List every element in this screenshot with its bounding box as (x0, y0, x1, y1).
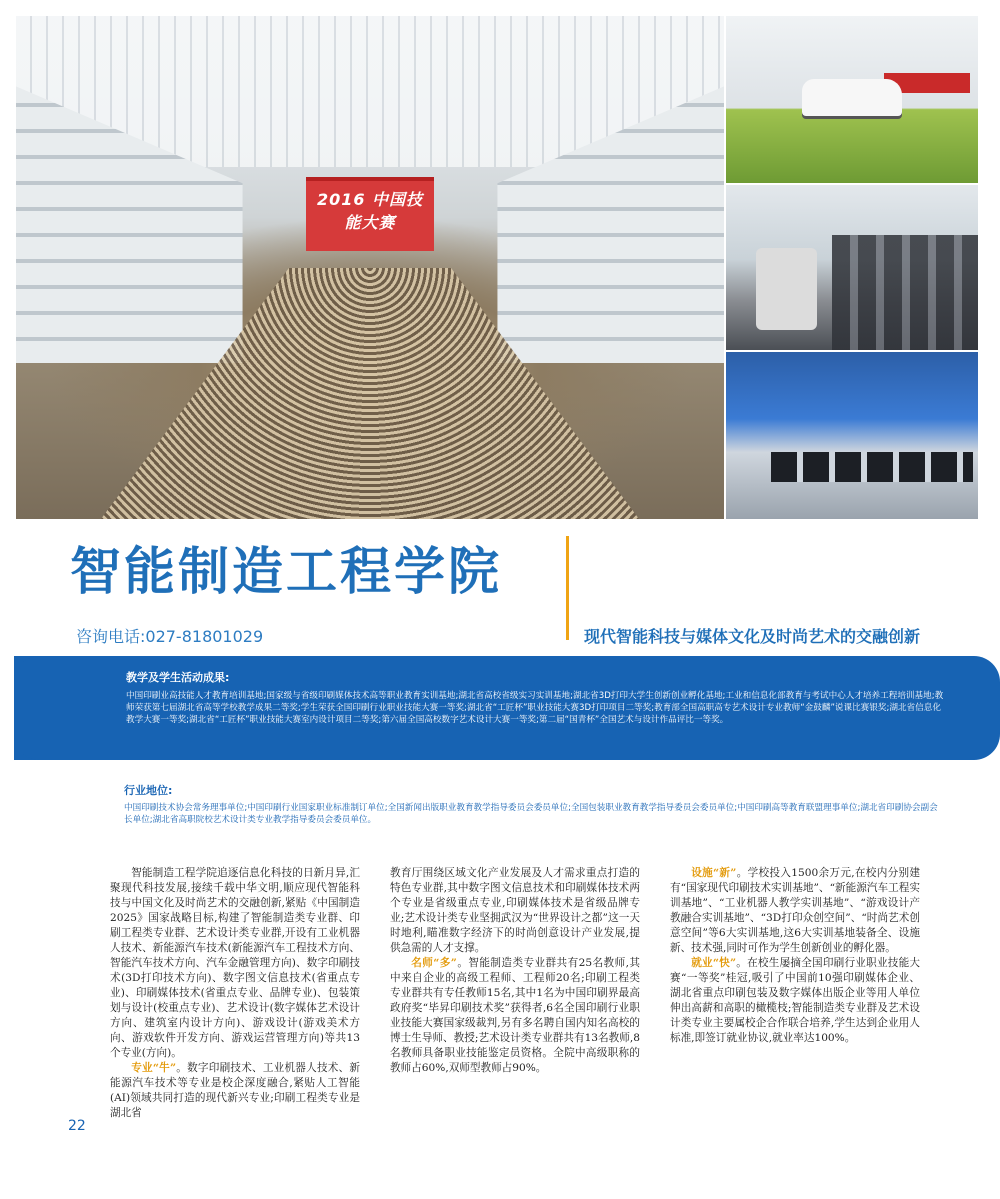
facilities-paragraph (670, 866, 920, 956)
consult-phone: 咨询电话:027-81801029 (76, 627, 264, 646)
photo-auto-workshop (726, 16, 978, 183)
stage-banner-text: 2016 中国技能大赛 (316, 190, 424, 233)
employment-text: 。在校生屡摘全国印刷行业职业技能大赛“一等奖”桂冠,吸引了中国前10强印刷媒体企业、湖北省重点印刷包装及数字媒体出版企业等用人单位伸出高薪和高职的橄榄枝;智能制造类专业群及艺术设计类专业主要属校企合作联合培养,学生达到企业用人标准,即签订就业协议,就业率达100%。 (670, 957, 920, 1044)
achievements-text: 中国印刷业高技能人才教育培训基地;国家级与省级印刷媒体技术高等职业教育实训基地;湖北省高校省级实习实训基地;湖北省3D打印大学生创新创业孵化基地;工业和信息化部教育与考试中心人才培养工程培训基地;教师荣获第七届湖北省高等学校教学成果二等奖;学生荣获全国印刷行业职业技能大赛一等奖;湖北省“工匠杯”职业技能大赛3D打印项目二等奖;教育部全国高职高专艺术设计专业教师“金鼓麟”说课比赛银奖;湖北省信息化教学大赛一等奖;湖北省“工匠杯”职业技能大赛室内设计项目二等奖;第六届全国高校数字艺术设计大赛一等奖;第二届“国青杯”全国艺术与设计作品评比一等奖。 (126, 691, 944, 725)
workshop-car (802, 79, 903, 116)
photo-robot-lab (726, 185, 978, 350)
lab-visitors (832, 235, 978, 351)
employment-highlight: 就业“快” (691, 957, 737, 969)
page-number: 22 (68, 1118, 86, 1134)
major-paragraph (110, 1061, 360, 1121)
industry-status-heading: 行业地位: (124, 784, 173, 797)
major-text: 。数字印刷技术、工业机器人技术、新能源汽车技术等专业是校企深度融合,紧贴人工智能(AI)领域共同打造的现代新兴专业;印刷工程类专业是湖北省 (110, 1062, 360, 1119)
college-title: 智能制造工程学院 (70, 543, 503, 602)
photo-competition-hall (16, 16, 724, 519)
industry-status-text: 中国印刷技术协会常务理事单位;中国印刷行业国家职业标准制订单位;全国新闻出版职业教育教学指导委员会委员单位;全国包装职业教育教学指导委员会委员单位;中国印刷高等教育联盟理事单位;湖北省印刷协会副会长单位;湖北省高职院校艺术设计类专业教学指导委员会委员单位。 (124, 803, 938, 825)
photo-computer-lab (726, 352, 978, 519)
industrial-robot (756, 248, 816, 331)
major-highlight: 专业“牛” (131, 1062, 177, 1074)
employment-paragraph (670, 956, 920, 1046)
teachers-paragraph (390, 956, 640, 1076)
achievements-band (14, 656, 1000, 760)
lab-monitors (771, 452, 973, 482)
major-continued-paragraph: 教育厅围绕区域文化产业发展及人才需求重点打造的特色专业群,其中数字图文信息技术和印刷媒体技术两个专业是省级重点专业,印刷媒体技术是省级品牌专业;艺术设计类专业坚拥武汉为“世界设计之都”这一天时地利,瞄准数字经济下的时尚创意设计产业发展,提供急需的人才支撑。 (390, 867, 640, 954)
facilities-text: 。学校投入1500余万元,在校内分别建有“国家现代印刷技术实训基地”、“新能源汽车工程实训基地”、“工业机器人教学实训基地”、“游戏设计产教融合实训基地”、“3D打印众创空间”、“时尚艺术创意空间”等6大实训基地,这6大实训基地装备全、设施新、技术强,同时可作为学生创新创业的孵化器。 (670, 867, 921, 954)
body-column-1 (110, 866, 360, 1121)
facilities-highlight: 设施“新” (691, 867, 737, 879)
body-column-3 (670, 866, 920, 1046)
teachers-text: 。智能制造类专业群共有25名教师,其中来自企业的高级工程师、工程师20名;印刷工程类专业群共有专任教师15名,其中1名为中国印刷界最高政府奖“毕昇印刷技术奖”获得者,6名全国印刷行业职业技能大赛国家级裁判,另有多名聘自国内知名高校的博士生导师、教授;艺术设计类专业群共有13名教师,8名教师具备职业技能鉴定员资格。全院中高级职称的教师占60%,双师型教师占90%。 (390, 957, 640, 1074)
title-divider (566, 536, 569, 640)
body-column-2 (390, 866, 640, 1076)
college-tagline: 现代智能科技与媒体文化及时尚艺术的交融创新 (584, 627, 921, 646)
achievements-heading: 教学及学生活动成果: (126, 671, 230, 684)
intro-paragraph: 智能制造工程学院追逐信息化科技的日新月异,汇聚现代科技发展,接续千载中华文明,顺应现代智能科技与中国文化及时尚艺术的交融创新,紧贴《中国制造2025》国家战略目标,构建了智能制造类专业群、印刷工程类专业群、艺术设计类专业群,开设有工业机器人技术、新能源汽车技术(新能源汽车工程技术方向、智能汽车技术方向、汽车金融管理方向)、数字印刷技术(3D打印技术方向)、数字图文信息技术(省重点专业)、印刷媒体技术(省重点专业、品牌专业)、包装策划与设计(校重点专业)、艺术设计(数字媒体艺术设计方向、建筑室内设计方向)、游戏设计(游戏美术方向、游戏软件开发方向、游戏运营管理方向)等共13个专业(方向)。 (110, 867, 360, 1059)
teachers-highlight: 名师“多” (411, 957, 457, 969)
